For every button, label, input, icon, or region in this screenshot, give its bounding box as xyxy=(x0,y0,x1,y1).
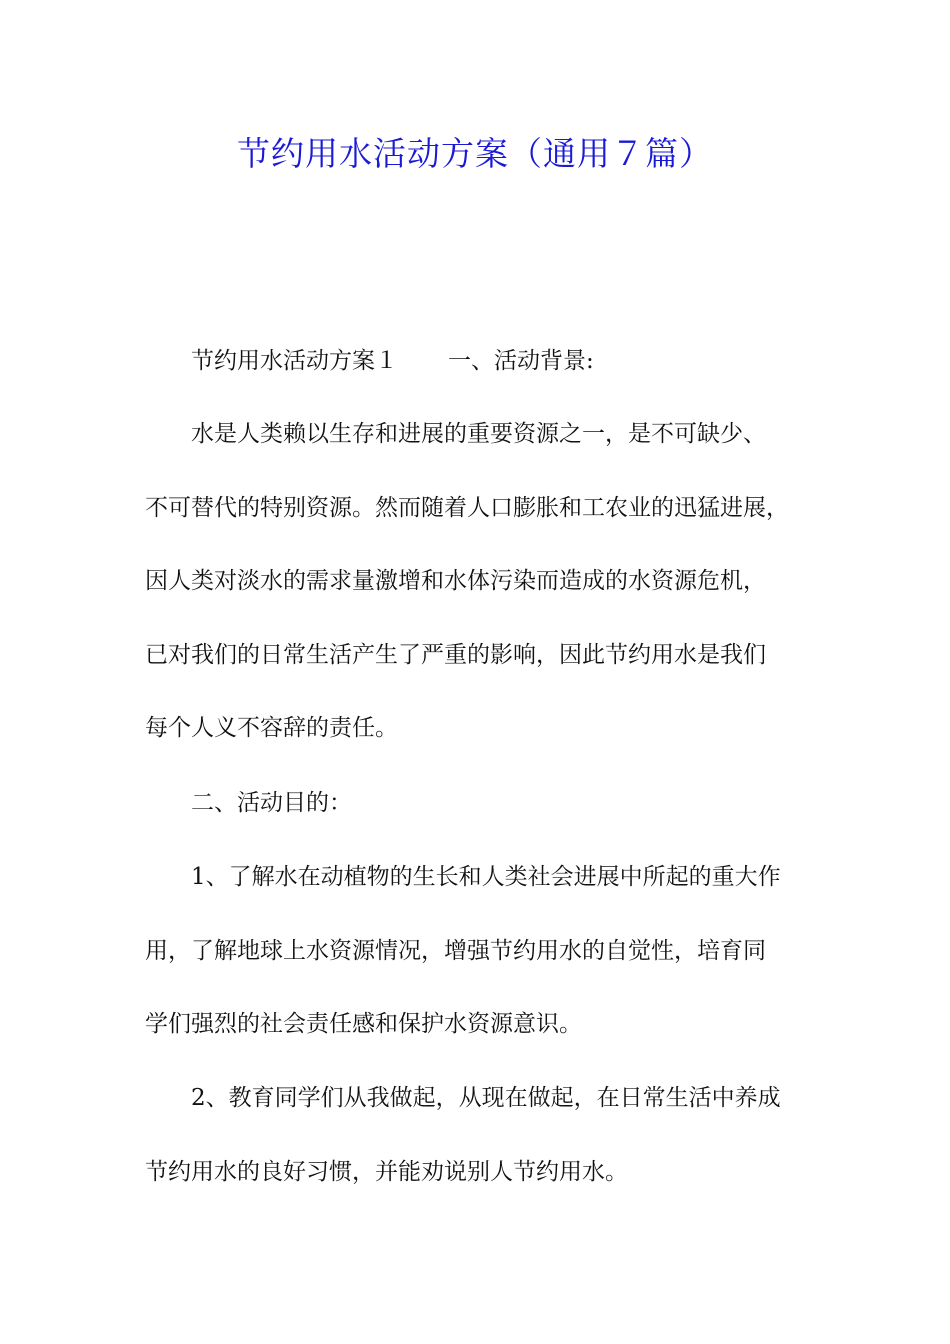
paragraph-line: 2、教育同学们从我做起，从现在做起，在日常生活中养成 xyxy=(191,1085,781,1111)
paragraph-line: 用，了解地球上水资源情况，增强节约用水的自觉性，培育同 xyxy=(145,937,766,964)
paragraph-goal-2 xyxy=(145,1062,835,1209)
paragraph-line: 因人类对淡水的需求量激增和水体污染而造成的水资源危机， xyxy=(145,568,766,594)
paragraph-line: 已对我们的日常生活产生了严重的影响，因此节约用水是我们 xyxy=(145,641,766,668)
paragraph-line: 水是人类赖以生存和进展的重要资源之一，是不可缺少、 xyxy=(191,421,766,447)
paragraph-background xyxy=(145,398,835,766)
paragraph-line: 节约用水的良好习惯，并能劝说别人节约用水。 xyxy=(145,1158,628,1185)
subsection-title: 一、活动背景: xyxy=(448,348,594,374)
paragraph-goal-1 xyxy=(145,841,835,1062)
paragraph-line: 不可替代的特别资源。然而随着人口膨胀和工农业的迅猛进展， xyxy=(145,494,789,521)
paragraph-line: 1、了解水在动植物的生长和人类社会进展中所起的重大作 xyxy=(191,864,781,890)
document-title: 节约用水活动方案（通用７篇） xyxy=(237,134,713,173)
section-two-heading: 二、活动目的： xyxy=(191,790,352,816)
heading-line xyxy=(145,325,835,399)
paragraph-line: 每个人义不容辞的责任。 xyxy=(145,715,398,741)
paragraph-line: 学们强烈的社会责任感和保护水资源意识。 xyxy=(145,1011,582,1037)
section-title: 节约用水活动方案１ xyxy=(191,348,398,374)
